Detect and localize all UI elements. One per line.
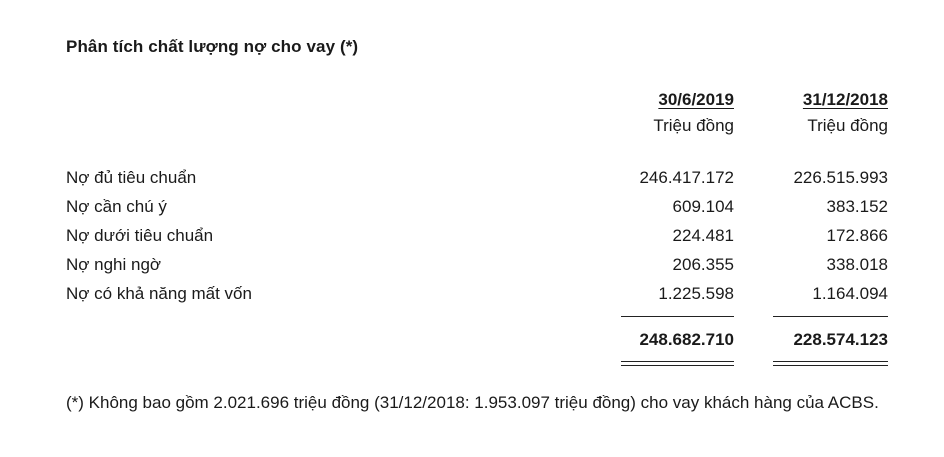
value-2018: 172.866 <box>826 226 888 245</box>
subtotal-rule-2019 <box>621 316 734 317</box>
column-unit: Triệu đồng <box>807 116 888 135</box>
row-label: Nợ có khả năng mất vốn <box>66 284 252 303</box>
footnote: (*) Không bao gồm 2.021.696 triệu đồng (31/12/2018: 1.953.097 triệu đồng) cho vay khách hàng của ACBS. <box>66 393 879 412</box>
total-row <box>66 330 888 354</box>
column-date: 30/6/2019 <box>658 90 734 109</box>
table-row <box>66 166 888 195</box>
value-2019: 609.104 <box>672 197 734 216</box>
table-row <box>66 195 888 224</box>
value-2018: 338.018 <box>826 255 888 274</box>
value-2019: 206.355 <box>672 255 734 274</box>
row-label: Nợ cần chú ý <box>66 197 167 216</box>
section-title: Phân tích chất lượng nợ cho vay (*) <box>66 37 359 56</box>
column-header-2019 <box>653 90 734 136</box>
column-header-2018 <box>803 90 888 136</box>
value-2018: 383.152 <box>826 197 888 216</box>
subtotal-rule-2018 <box>773 316 888 317</box>
value-2019: 224.481 <box>672 226 734 245</box>
table-row <box>66 253 888 282</box>
row-label: Nợ đủ tiêu chuẩn <box>66 168 197 187</box>
value-2018: 1.164.094 <box>812 284 888 303</box>
total-2019: 248.682.710 <box>639 330 734 349</box>
row-label: Nợ dưới tiêu chuẩn <box>66 226 214 245</box>
value-2018: 226.515.993 <box>793 168 888 187</box>
loan-quality-table <box>66 166 888 311</box>
row-label: Nợ nghi ngờ <box>66 255 162 274</box>
table-row <box>66 282 888 311</box>
column-date: 31/12/2018 <box>802 90 888 109</box>
value-2019: 246.417.172 <box>639 168 734 187</box>
table-row <box>66 224 888 253</box>
total-double-rule-2019 <box>621 361 734 366</box>
total-double-rule-2018 <box>773 361 888 366</box>
value-2019: 1.225.598 <box>658 284 734 303</box>
column-unit: Triệu đồng <box>653 116 734 135</box>
total-2018: 228.574.123 <box>793 330 888 349</box>
